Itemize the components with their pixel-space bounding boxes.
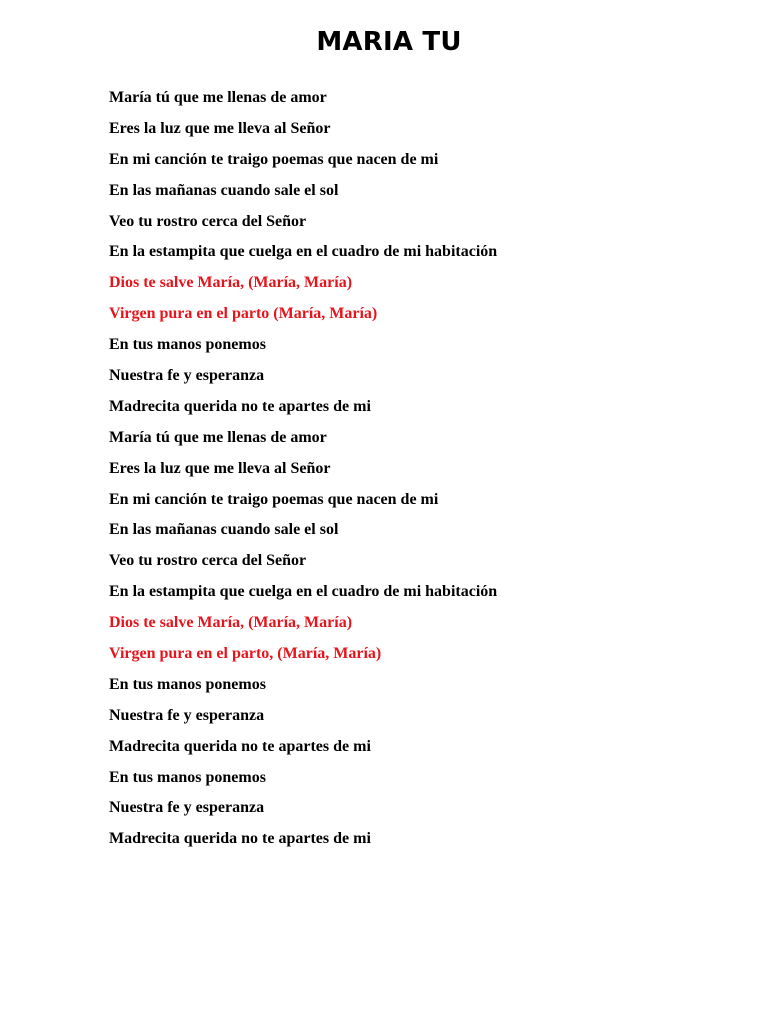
lyric-line: María tú que me llenas de amor — [109, 428, 327, 446]
chorus-line: Virgen pura en el parto, (María, María) — [109, 645, 382, 663]
lyric-line: Madrecita querida no te apartes de mi — [109, 397, 371, 415]
lyric-line: En mi canción te traigo poemas que nacen de mi — [109, 150, 439, 168]
lyric-line: Nuestra fe y esperanza — [109, 706, 265, 724]
chorus-line: Dios te salve María, (María, María) — [109, 274, 353, 292]
chorus-line: Dios te salve María, (María, María) — [109, 614, 353, 632]
lyric-line: Madrecita querida no te apartes de mi — [109, 830, 371, 848]
page-title: MARIA TU — [316, 27, 462, 57]
lyric-line: En tus manos ponemos — [109, 336, 266, 354]
lyric-line: En la estampita que cuelga en el cuadro de mi habitación — [109, 243, 498, 261]
lyric-line: Nuestra fe y esperanza — [109, 799, 265, 817]
lyric-line: Madrecita querida no te apartes de mi — [109, 737, 371, 755]
lyric-line: En tus manos ponemos — [109, 768, 266, 786]
lyric-line: Eres la luz que me lleva al Señor — [109, 459, 331, 477]
lyric-line: Veo tu rostro cerca del Señor — [109, 552, 307, 570]
chorus-line: Virgen pura en el parto (María, María) — [109, 305, 378, 323]
lyric-line: Nuestra fe y esperanza — [109, 367, 265, 385]
lyrics-list — [109, 83, 497, 855]
lyric-line: Veo tu rostro cerca del Señor — [109, 212, 307, 230]
lyric-line: En tus manos ponemos — [109, 675, 266, 693]
lyric-line: En la estampita que cuelga en el cuadro de mi habitación — [109, 583, 498, 601]
lyric-line: En mi canción te traigo poemas que nacen de mi — [109, 490, 439, 508]
lyric-line: En las mañanas cuando sale el sol — [109, 521, 339, 539]
lyric-line: Eres la luz que me lleva al Señor — [109, 119, 331, 137]
lyric-line: María tú que me llenas de amor — [109, 89, 327, 106]
lyric-line: En las mañanas cuando sale el sol — [109, 181, 339, 199]
